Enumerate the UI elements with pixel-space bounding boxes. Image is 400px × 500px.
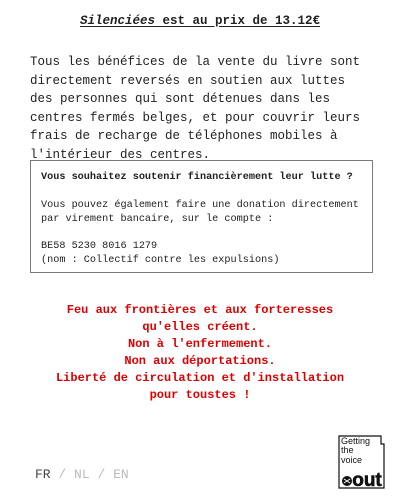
account-name: (nom : Collectif contre les expulsions) bbox=[41, 255, 280, 267]
getting-the-voice-out-logo[interactable] bbox=[337, 434, 385, 490]
slogan-line: Non à l'enfermement. bbox=[127, 337, 273, 351]
intro-paragraph: Tous les bénéfices de la vente du livre sont directement reversés en soutien aux luttes des personnes qui sont détenues dans les centres fermés belges, et pour couvrir leurs frais de recharge de téléphones mobiles à l'intérieur des centres. bbox=[30, 55, 361, 162]
lang-link-nl[interactable]: NL bbox=[74, 467, 90, 482]
logo-text bbox=[341, 437, 370, 465]
lang-link-en[interactable]: EN bbox=[113, 467, 129, 482]
logo-line: Getting bbox=[341, 436, 371, 446]
donation-box bbox=[30, 160, 373, 273]
logo-line: the bbox=[341, 445, 354, 456]
donation-text: Vous pouvez également faire une donation directement par virement bancaire, sur le compte : bbox=[41, 199, 359, 225]
lang-separator: / bbox=[97, 467, 114, 482]
price-heading bbox=[0, 14, 400, 28]
logo-line: voice bbox=[341, 454, 363, 465]
slogan-line: qu'elles créent. bbox=[142, 320, 258, 334]
slogan-line: Liberté de circulation et d'installation bbox=[55, 371, 345, 385]
language-switcher bbox=[35, 467, 129, 482]
price-text: est au prix de 13.12€ bbox=[154, 14, 321, 28]
iban-number: BE58 5230 8016 1279 bbox=[41, 241, 158, 253]
slogan-line: Non aux déportations. bbox=[124, 354, 276, 368]
lang-link-fr[interactable]: FR bbox=[35, 467, 51, 482]
donation-question: Vous souhaitez soutenir financièrement leur lutte ? bbox=[41, 172, 353, 183]
lang-separator: / bbox=[58, 467, 75, 482]
book-title: Silenciées bbox=[79, 14, 155, 28]
slogan-line: Feu aux frontières et aux forteresses bbox=[66, 303, 334, 317]
logo-word: out bbox=[352, 470, 382, 490]
slogans bbox=[0, 302, 400, 404]
slogan-line: pour toustes ! bbox=[149, 388, 251, 402]
